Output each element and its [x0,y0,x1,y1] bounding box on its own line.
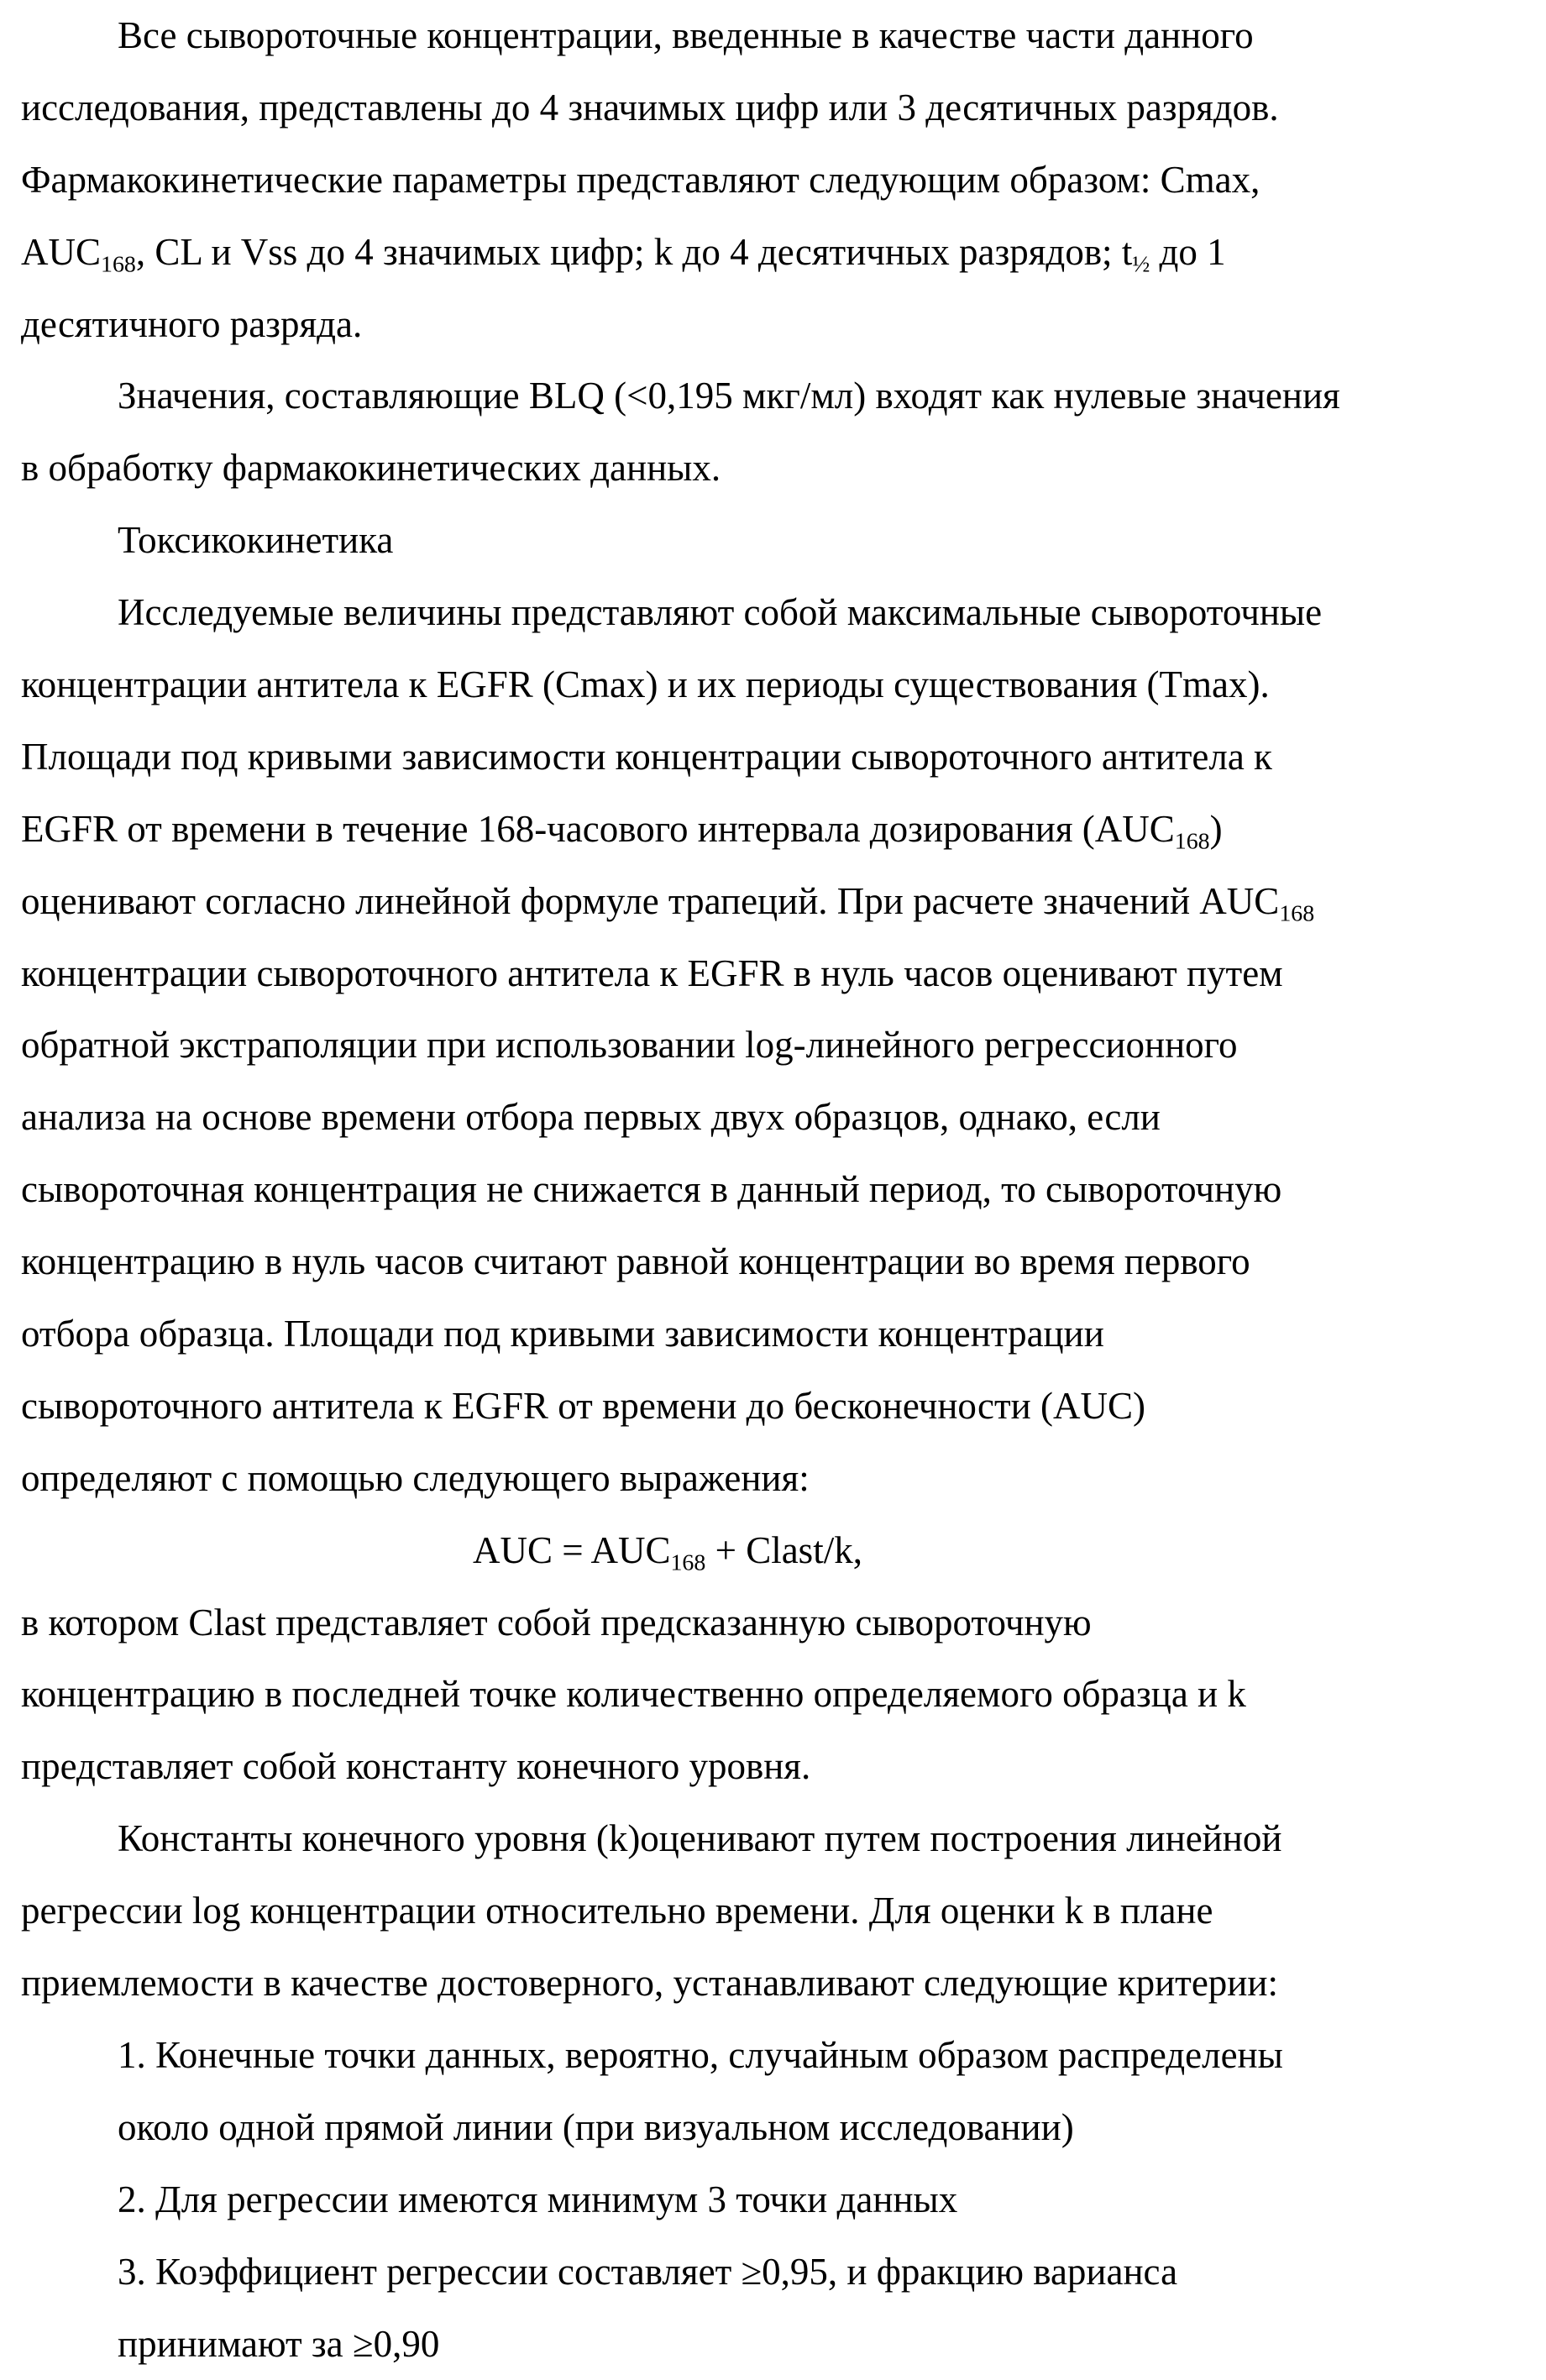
text-line [21,1587,1533,1659]
text-line [21,2020,1533,2092]
document-body [21,0,1533,2380]
text-segment: представляет собой константу конечного уровня. [21,1745,810,1787]
subscript: 168 [101,251,136,277]
text-segment: Константы конечного уровня (k)оценивают путем построения линейной [118,1817,1281,1859]
text-line [21,1371,1533,1443]
text-segment: 1. Конечные точки данных, вероятно, случайным образом распределены [118,2034,1283,2076]
text-segment: в котором Clast представляет собой предсказанную сывороточную [21,1602,1092,1643]
text-segment: 2. Для регрессии имеются минимум 3 точки данных [118,2178,957,2220]
text-line [21,1154,1533,1226]
text-line [21,866,1533,938]
text-segment: Все сывороточные концентрации, введенные в качестве части данного [118,14,1254,56]
text-line [21,1948,1533,2020]
text-segment: концентрацию в последней точке количественно определяемого образца и k [21,1673,1246,1715]
subscript: 168 [670,1549,705,1575]
text-segment: сывороточного антитела к EGFR от времени до бесконечности (AUC) [21,1385,1145,1427]
text-segment: , CL и Vss до 4 значимых цифр; k до 4 десятичных разрядов; t [136,231,1132,273]
text-line [21,432,1533,505]
text-segment: отбора образца. Площади под кривыми зависимости концентрации [21,1313,1104,1355]
text-line [21,1226,1533,1298]
text-line [21,217,1533,289]
subscript: 168 [1175,828,1210,854]
text-segment: Значения, составляющие BLQ (<0,195 мкг/мл) входят как нулевые значения [118,375,1340,417]
text-segment: Токсикокинетика [118,519,393,561]
text-segment: сывороточная концентрация не снижается в данный период, то сывороточную [21,1168,1281,1210]
text-line [21,289,1533,361]
subscript: ½ [1132,251,1150,277]
text-line [21,360,1533,432]
text-line [21,1731,1533,1803]
text-segment: концентрации антитела к EGFR (Cmax) и их периоды существования (Tmax). [21,663,1270,705]
text-segment: регрессии log концентрации относительно времени. Для оценки k в плане [21,1890,1213,1932]
text-line [21,2236,1533,2309]
text-segment: около одной прямой линии (при визуальном исследовании) [118,2106,1074,2148]
text-segment: 3. Коэффициент регрессии составляет ≥0,95, и фракцию варианса [118,2251,1177,2293]
text-line [21,0,1533,72]
text-line [21,649,1533,721]
text-segment: исследования, представлены до 4 значимых цифр или 3 десятичных разрядов. [21,86,1279,128]
text-line [21,577,1533,649]
text-segment: определяют с помощью следующего выражения: [21,1457,810,1499]
text-segment: AUC [21,231,101,273]
equation-line [21,1515,1533,1587]
text-line [21,1298,1533,1371]
text-line [21,72,1533,144]
text-line [21,2164,1533,2236]
text-segment: приемлемости в качестве достоверного, устанавливают следующие критерии: [21,1962,1278,2004]
text-line [21,938,1533,1010]
text-line [21,1875,1533,1948]
text-segment: + Clast/k, [705,1529,862,1571]
subscript: 168 [1279,900,1314,926]
text-segment: EGFR от времени в течение 168-часового интервала дозирования (AUC [21,808,1175,850]
text-segment: Площади под кривыми зависимости концентрации сывороточного антитела к [21,736,1272,778]
text-line [21,1803,1533,1875]
text-line [21,2309,1533,2380]
text-segment: до 1 [1150,231,1225,273]
text-line [21,1082,1533,1154]
text-segment: Фармакокинетические параметры представляют следующим образом: Cmax, [21,159,1260,201]
text-segment: принимают за ≥0,90 [118,2323,439,2365]
text-segment: анализа на основе времени отбора первых двух образцов, однако, если [21,1096,1161,1138]
text-line [21,144,1533,217]
text-segment: оценивают согласно линейной формуле трапеций. При расчете значений AUC [21,880,1279,922]
text-segment: десятичного разряда. [21,303,362,345]
text-line [21,1443,1533,1515]
text-segment: концентрации сывороточного антитела к EGFR в нуль часов оценивают путем [21,952,1283,994]
text-line [21,721,1533,794]
text-line [21,794,1533,866]
text-segment: обратной экстраполяции при использовании log-линейного регрессионного [21,1024,1238,1066]
text-segment: в обработку фармакокинетических данных. [21,447,721,489]
text-line [21,1009,1533,1082]
text-segment: ) [1210,808,1223,850]
text-line [21,2092,1533,2164]
text-line [21,1659,1533,1731]
text-segment: концентрацию в нуль часов считают равной концентрации во время первого [21,1240,1250,1282]
text-line [21,505,1533,577]
text-segment: Исследуемые величины представляют собой максимальные сывороточные [118,591,1322,633]
text-segment: AUC = AUC [473,1529,670,1571]
